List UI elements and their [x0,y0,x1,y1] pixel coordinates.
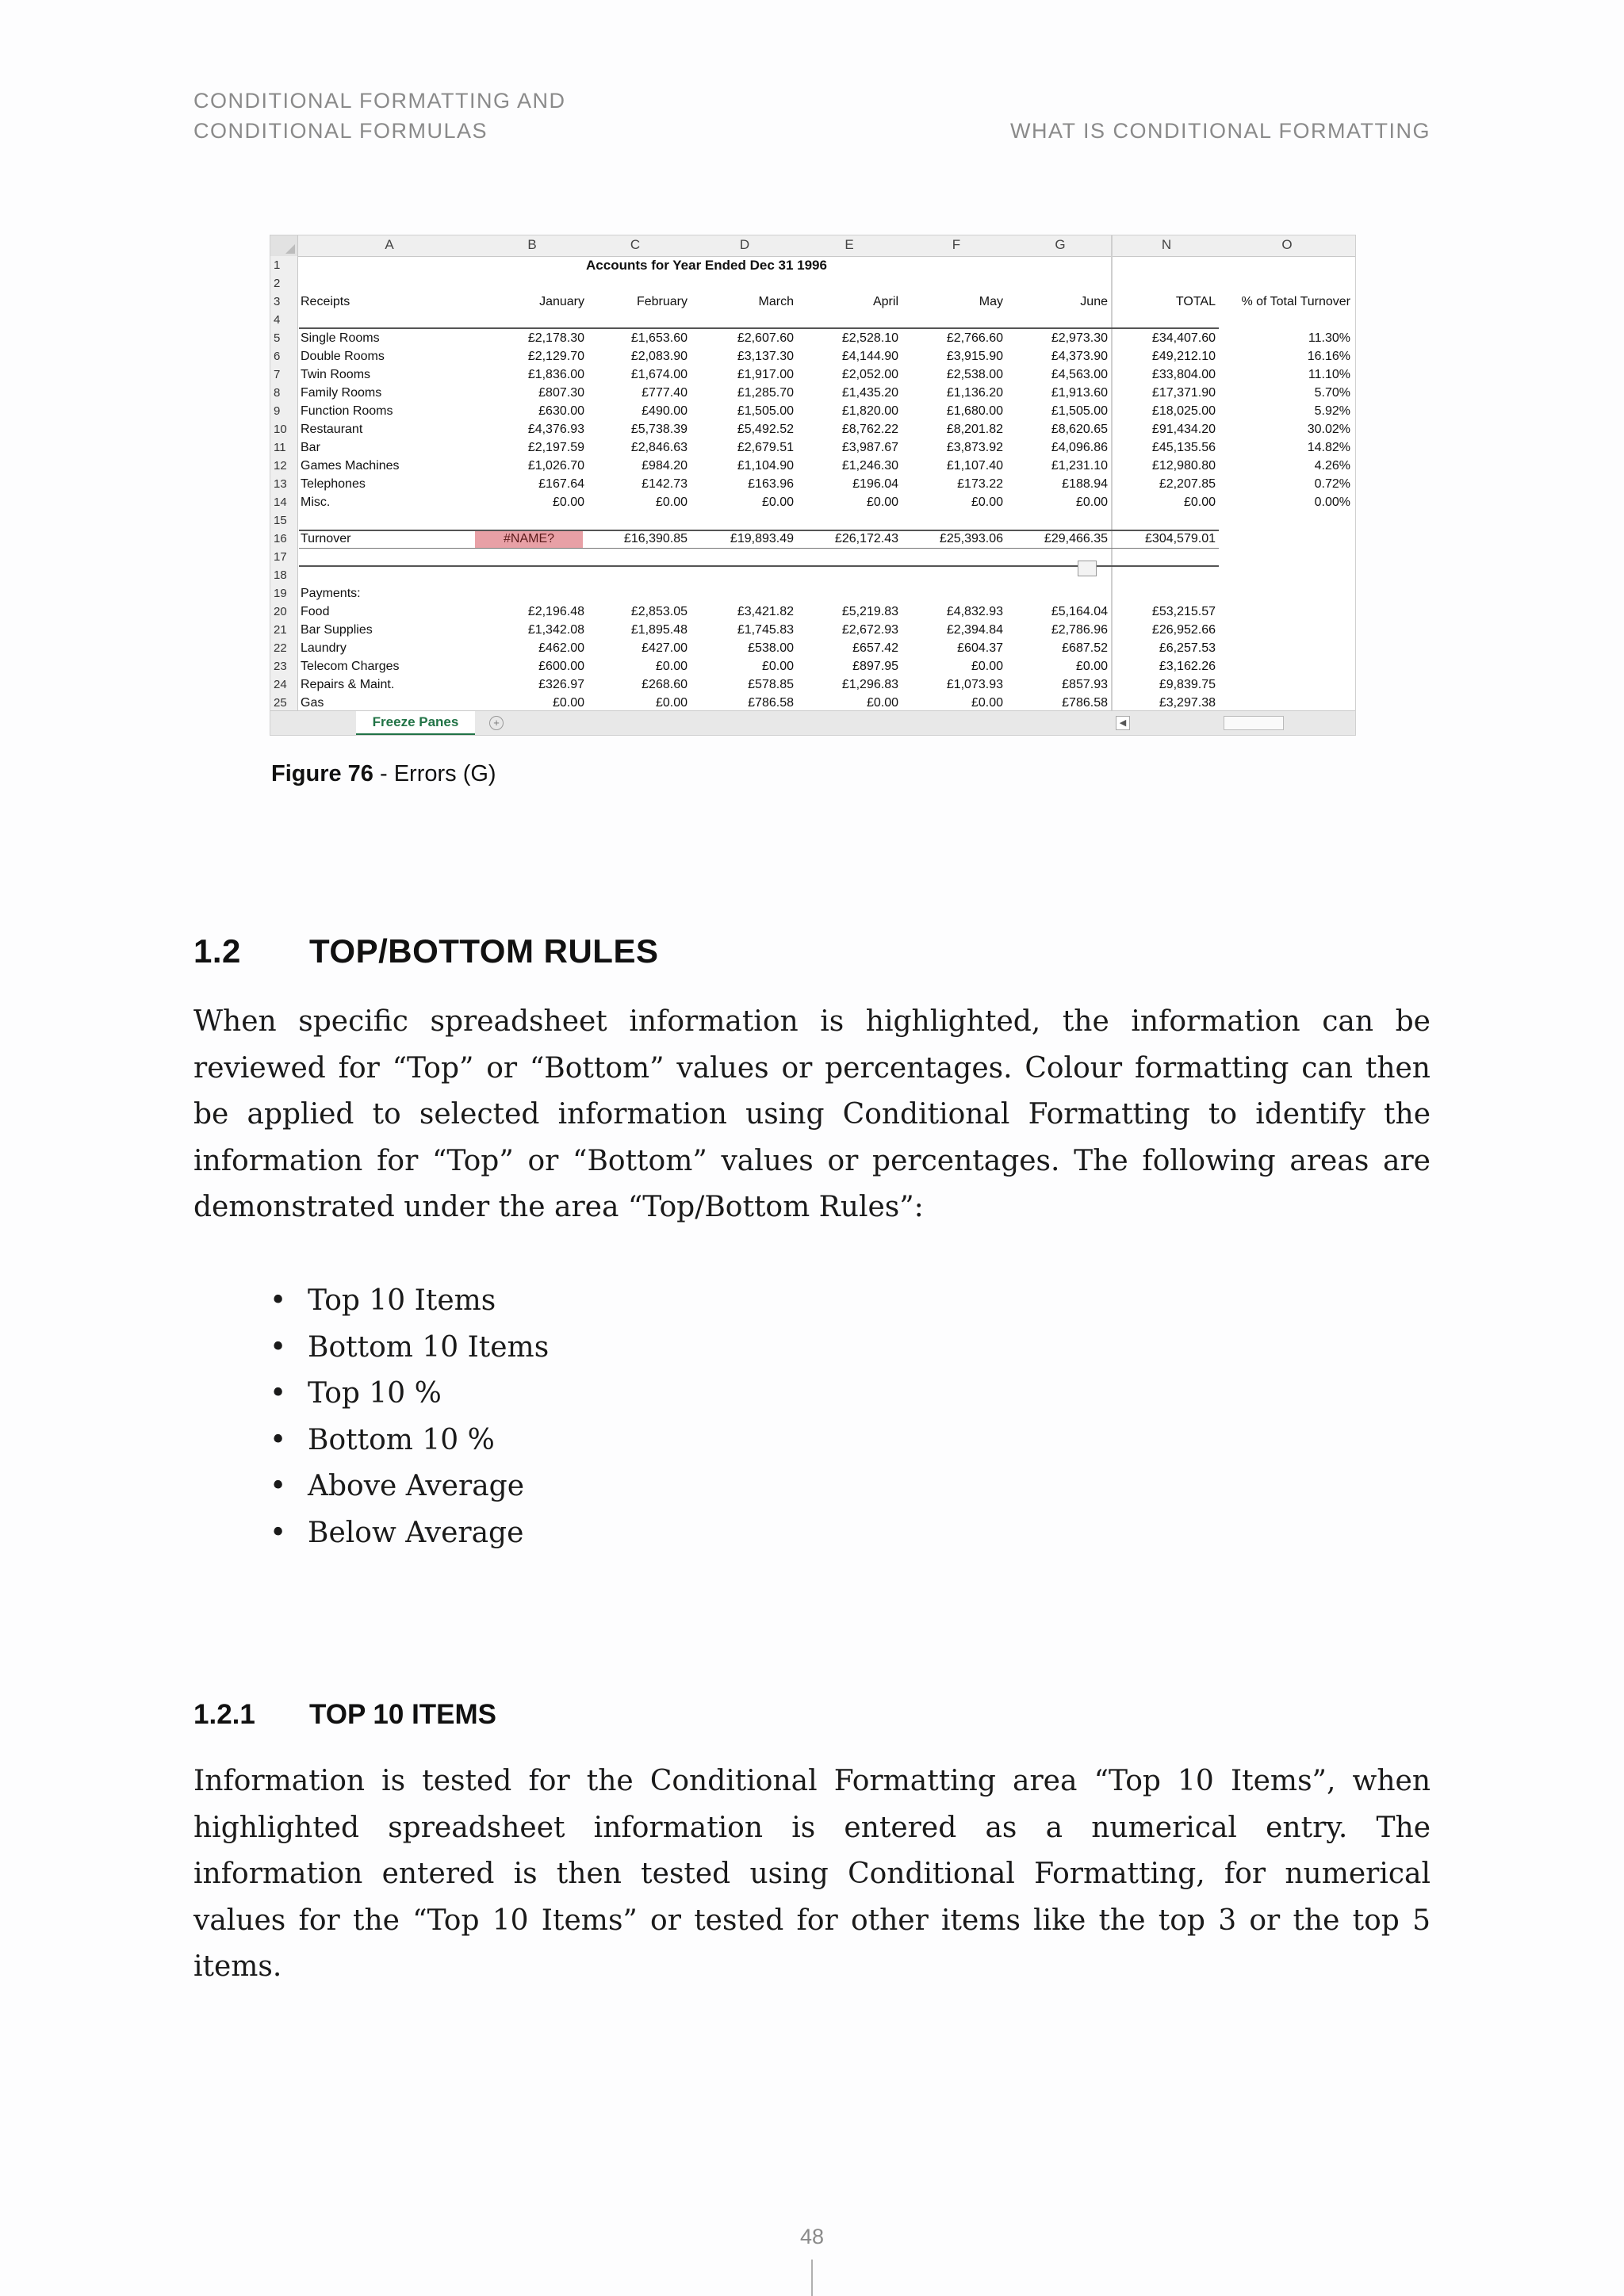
table-cell: £53,215.57 [1151,605,1216,618]
table-cell: £163.96 [748,477,794,491]
table-cell: £16,390.85 [623,532,688,545]
table-row [270,657,1355,675]
column-header-e: E [845,237,854,252]
row-label: Telephones [301,477,366,491]
row-label: Payments: [301,587,361,600]
row-number: 22 [274,641,287,655]
table-cell: £0.00 [655,696,688,710]
table-cell: £1,136.20 [946,386,1003,400]
table-cell: £857.93 [1062,678,1108,691]
table-cell: £2,538.00 [946,368,1003,381]
table-row [270,274,1355,293]
row-number: 20 [274,605,287,618]
row-number: 19 [274,587,287,600]
column-header-g: G [1055,237,1066,252]
table-row [270,347,1355,365]
row-label: Double Rooms [301,350,385,363]
table-cell: 5.70% [1314,386,1350,400]
row-number: 8 [274,386,281,400]
table-cell: 11.10% [1308,368,1350,381]
table-row [270,566,1355,584]
table-cell: 5.92% [1314,404,1350,418]
table-cell: £5,219.83 [841,605,898,618]
table-cell: £0.00 [1075,660,1108,673]
table-cell: £4,832.93 [946,605,1003,618]
row-number: 17 [274,550,287,564]
table-cell: £0.00 [552,696,584,710]
table-cell: £1,895.48 [630,623,688,637]
table-cell: £326.97 [538,678,584,691]
table-row [270,621,1355,639]
table-cell: January [539,295,584,308]
row-label: Restaurant [301,423,363,436]
section-heading [193,932,658,970]
table-cell: £1,073.93 [946,678,1003,691]
list-item: • Below Average [270,1510,549,1557]
table-row [270,603,1355,621]
table-row [270,639,1355,657]
column-header-d: D [739,237,750,252]
figure-caption [271,761,496,787]
header-left-line1: CONDITIONAL FORMATTING AND [193,89,566,113]
subsection-title: TOP 10 ITEMS [309,1699,497,1730]
row-label: Games Machines [301,459,400,473]
table-cell: £0.00 [655,660,688,673]
table-cell: £1,913.60 [1051,386,1108,400]
table-cell: £2,052.00 [841,368,898,381]
subsection-paragraph: Information is tested for the Conditional Formatting area “Top 10 Items”, when highlighted spreadsheet information is entered as a numerical entry. The information entered is then tested using Conditional Formatting, for numerical values for the “Top 10 Items” or tested for other items like the top 3 or the top 5 items. [193,1765,1431,1983]
table-cell: £167.64 [538,477,584,491]
table-cell: £8,201.82 [946,423,1003,436]
table-cell: £604.37 [957,641,1003,655]
table-cell: £687.52 [1062,641,1108,655]
row-number: 9 [274,404,281,418]
table-cell: £8,620.65 [1051,423,1108,436]
table-cell: £786.58 [748,696,794,710]
column-header-a: A [385,237,394,252]
table-cell: £777.40 [642,386,688,400]
table-cell: £3,162.26 [1159,660,1216,673]
table-row [270,530,1355,548]
table-cell: £1,231.10 [1051,459,1108,473]
table-cell: £173.22 [957,477,1003,491]
table-row [270,311,1355,329]
table-row [270,293,1355,311]
table-cell: £45,135.56 [1151,441,1216,454]
row-number: 16 [274,532,287,545]
table-cell: £0.00 [761,660,794,673]
row-label: Twin Rooms [301,368,371,381]
table-row [270,511,1355,530]
figure-caption-text: - Errors (G) [373,761,496,786]
table-cell: TOTAL [1175,295,1216,308]
table-cell: 11.30% [1308,331,1350,345]
table-cell: £1,836.00 [527,368,584,381]
table-cell: #NAME? [475,530,583,548]
table-cell: £3,873.92 [946,441,1003,454]
row-number: 24 [274,678,287,691]
row-label: Bar Supplies [301,623,373,637]
table-row [270,694,1355,712]
cell-border [299,530,1219,531]
table-cell: £1,917.00 [737,368,794,381]
table-cell: May [979,295,1003,308]
table-cell: £2,607.60 [737,331,794,345]
table-cell: £3,421.82 [737,605,794,618]
row-number: 3 [274,295,281,308]
table-cell: 14.82% [1307,441,1350,454]
list-item: • Above Average [270,1464,549,1510]
table-cell: 30.02% [1307,423,1350,436]
table-cell: £91,434.20 [1151,423,1216,436]
table-cell: £657.42 [852,641,898,655]
table-cell: £1,296.83 [841,678,898,691]
table-cell: £0.00 [761,496,794,509]
sheet-tab-bar [270,710,1355,735]
table-row [270,475,1355,493]
spreadsheet-figure [270,235,1356,736]
row-label: Function Rooms [301,404,393,418]
row-number: 15 [274,514,287,527]
column-header-o: O [1281,237,1293,252]
cell-border [299,327,1219,329]
table-cell: £33,804.00 [1151,368,1216,381]
table-cell: £1,674.00 [630,368,688,381]
row-number: 23 [274,660,287,673]
table-cell: £2,394.84 [946,623,1003,637]
row-number: 11 [274,441,286,454]
row-number: 6 [274,350,281,363]
table-cell: March [758,295,794,308]
table-cell: £25,393.06 [939,532,1003,545]
row-label: Receipts [301,295,350,308]
table-cell: % of Total Turnover [1241,295,1350,308]
section-paragraph: When specific spreadsheet information is highlighted, the information can be reviewed for “Top” or “Bottom” values or percentages. Colour formatting can then be applied to selected information using Conditional Formatting to identify the information for “Top” or “Bottom” values or percentages. The following areas are demonstrated under the area “Top/Bottom Rules”: [193,1005,1431,1223]
table-cell: £1,435.20 [841,386,898,400]
table-cell: £49,212.10 [1151,350,1216,363]
section-number: 1.2 [193,932,241,970]
table-cell: £26,172.43 [834,532,898,545]
row-label: Single Rooms [301,331,380,345]
table-cell: £2,853.05 [630,605,688,618]
table-row [270,420,1355,438]
select-all-corner [270,235,298,256]
table-row [270,384,1355,402]
table-row [270,457,1355,475]
add-sheet-icon: + [489,716,504,730]
table-row [270,402,1355,420]
row-number: 10 [274,423,287,436]
table-cell: April [872,295,898,308]
row-label: Telecom Charges [301,660,400,673]
table-row [270,365,1355,384]
table-row [270,548,1355,566]
table-cell: £1,820.00 [841,404,898,418]
row-number: 21 [274,623,287,637]
row-number: 14 [274,496,287,509]
table-cell: £600.00 [538,660,584,673]
table-cell: £0.00 [655,496,688,509]
table-cell: £0.00 [866,696,898,710]
table-cell: £2,786.96 [1051,623,1108,637]
column-header-f: F [952,237,961,252]
table-cell: February [636,295,688,308]
table-cell: £1,285.70 [737,386,794,400]
header-left-line2: CONDITIONAL FORMULAS [193,119,488,143]
table-cell: £4,096.86 [1051,441,1108,454]
scroll-left-icon: ◀ [1116,716,1130,730]
row-label: Gas [301,696,324,710]
table-cell: £0.00 [971,696,1003,710]
table-cell: £304,579.01 [1145,532,1216,545]
table-cell: £0.00 [552,496,584,509]
row-label: Repairs & Maint. [301,678,395,691]
horizontal-scrollbar [1224,716,1284,730]
table-cell: £984.20 [642,459,688,473]
table-cell: £188.94 [1062,477,1108,491]
row-label: Turnover [301,532,351,545]
table-cell: £26,952.66 [1151,623,1216,637]
row-number: 25 [274,696,287,710]
table-cell: June [1080,295,1108,308]
table-cell: £2,196.48 [527,605,584,618]
table-row [270,675,1355,694]
table-cell: £1,026.70 [527,459,584,473]
table-row [270,329,1355,347]
table-cell: £12,980.80 [1151,459,1216,473]
table-cell: £4,376.93 [527,423,584,436]
table-cell: £2,528.10 [841,331,898,345]
table-row [270,493,1355,511]
subsection-heading [193,1699,496,1731]
table-cell: £807.30 [538,386,584,400]
table-cell: £786.58 [1062,696,1108,710]
table-row [270,584,1355,603]
table-cell: £0.00 [866,496,898,509]
table-cell: £5,738.39 [630,423,688,436]
list-item: • Bottom 10 % [270,1418,549,1464]
page-number: 48 [799,2225,825,2248]
row-label: Family Rooms [301,386,382,400]
table-cell: £2,672.93 [841,623,898,637]
table-cell: £142.73 [642,477,688,491]
table-cell: £17,371.90 [1151,386,1216,400]
table-cell: £0.00 [1183,496,1216,509]
sheet-tab-freeze-panes: Freeze Panes [356,711,475,736]
table-row [270,256,1355,274]
row-number: 5 [274,331,281,345]
table-cell: £34,407.60 [1151,331,1216,345]
paste-options-icon [1078,561,1097,576]
table-cell: £427.00 [642,641,688,655]
row-number: 13 [274,477,287,491]
section-title: TOP/BOTTOM RULES [309,932,659,970]
table-cell: £897.95 [852,660,898,673]
table-cell: £538.00 [748,641,794,655]
table-cell: £2,846.63 [630,441,688,454]
table-cell: £2,083.90 [630,350,688,363]
row-number: 12 [274,459,287,473]
table-cell: £9,839.75 [1159,678,1216,691]
table-cell: £5,492.52 [737,423,794,436]
table-cell: £0.00 [971,660,1003,673]
row-number: 18 [274,568,287,582]
table-cell: £3,137.30 [737,350,794,363]
table-cell: 16.16% [1307,350,1350,363]
row-number: 4 [274,313,281,327]
subsection-number: 1.2.1 [193,1699,255,1730]
row-number: 7 [274,368,281,381]
table-cell: £4,563.00 [1051,368,1108,381]
table-cell: 0.00% [1314,496,1350,509]
top-bottom-rules-list [270,1278,549,1556]
sheet-title: Accounts for Year Ended Dec 31 1996 [586,258,827,273]
cell-border [299,548,1219,549]
running-header-left [193,86,566,146]
table-cell: £578.85 [748,678,794,691]
table-cell: £1,745.83 [737,623,794,637]
table-cell: £0.00 [1075,496,1108,509]
table-cell: £8,762.22 [841,423,898,436]
list-item: • Top 10 Items [270,1278,549,1325]
table-cell: £1,107.40 [946,459,1003,473]
table-row [270,438,1355,457]
running-header-right: WHAT IS CONDITIONAL FORMATTING [1010,119,1431,143]
table-cell: £19,893.49 [730,532,794,545]
list-item: • Top 10 % [270,1371,549,1418]
row-label: Laundry [301,641,347,655]
row-label: Food [301,605,330,618]
table-cell: £2,178.30 [527,331,584,345]
table-cell: £2,197.59 [527,441,584,454]
table-cell: £1,505.00 [1051,404,1108,418]
table-cell: £1,342.08 [527,623,584,637]
table-cell: £2,973.30 [1051,331,1108,345]
table-cell: £1,246.30 [841,459,898,473]
table-cell: 4.26% [1314,459,1350,473]
table-cell: £29,466.35 [1044,532,1108,545]
table-cell: £3,297.38 [1159,696,1216,710]
table-cell: £2,207.85 [1159,477,1216,491]
table-cell: £0.00 [971,496,1003,509]
table-cell: £2,679.51 [737,441,794,454]
table-cell: £18,025.00 [1151,404,1216,418]
table-cell: £490.00 [642,404,688,418]
row-number: 2 [274,277,281,290]
figure-label: Figure 76 [271,761,373,786]
table-cell: £2,129.70 [527,350,584,363]
table-cell: £6,257.53 [1159,641,1216,655]
row-number: 1 [274,258,281,272]
table-cell: £268.60 [642,678,688,691]
page-number-rule [811,2260,813,2296]
row-label: Bar [301,441,320,454]
table-cell: £1,505.00 [737,404,794,418]
table-cell: 0.72% [1314,477,1350,491]
table-cell: £462.00 [538,641,584,655]
list-item: • Bottom 10 Items [270,1325,549,1372]
column-headers [270,235,1355,257]
column-header-n: N [1161,237,1172,252]
table-cell: £1,653.60 [630,331,688,345]
table-cell: £2,766.60 [946,331,1003,345]
table-cell: £1,680.00 [946,404,1003,418]
table-cell: £3,987.67 [841,441,898,454]
table-cell: £630.00 [538,404,584,418]
column-header-b: B [527,237,537,252]
table-cell: £196.04 [852,477,898,491]
table-cell: £4,144.90 [841,350,898,363]
table-cell: £4,373.90 [1051,350,1108,363]
table-cell: £5,164.04 [1051,605,1108,618]
table-cell: £1,104.90 [737,459,794,473]
column-header-c: C [630,237,641,252]
row-label: Misc. [301,496,331,509]
table-cell: £3,915.90 [946,350,1003,363]
